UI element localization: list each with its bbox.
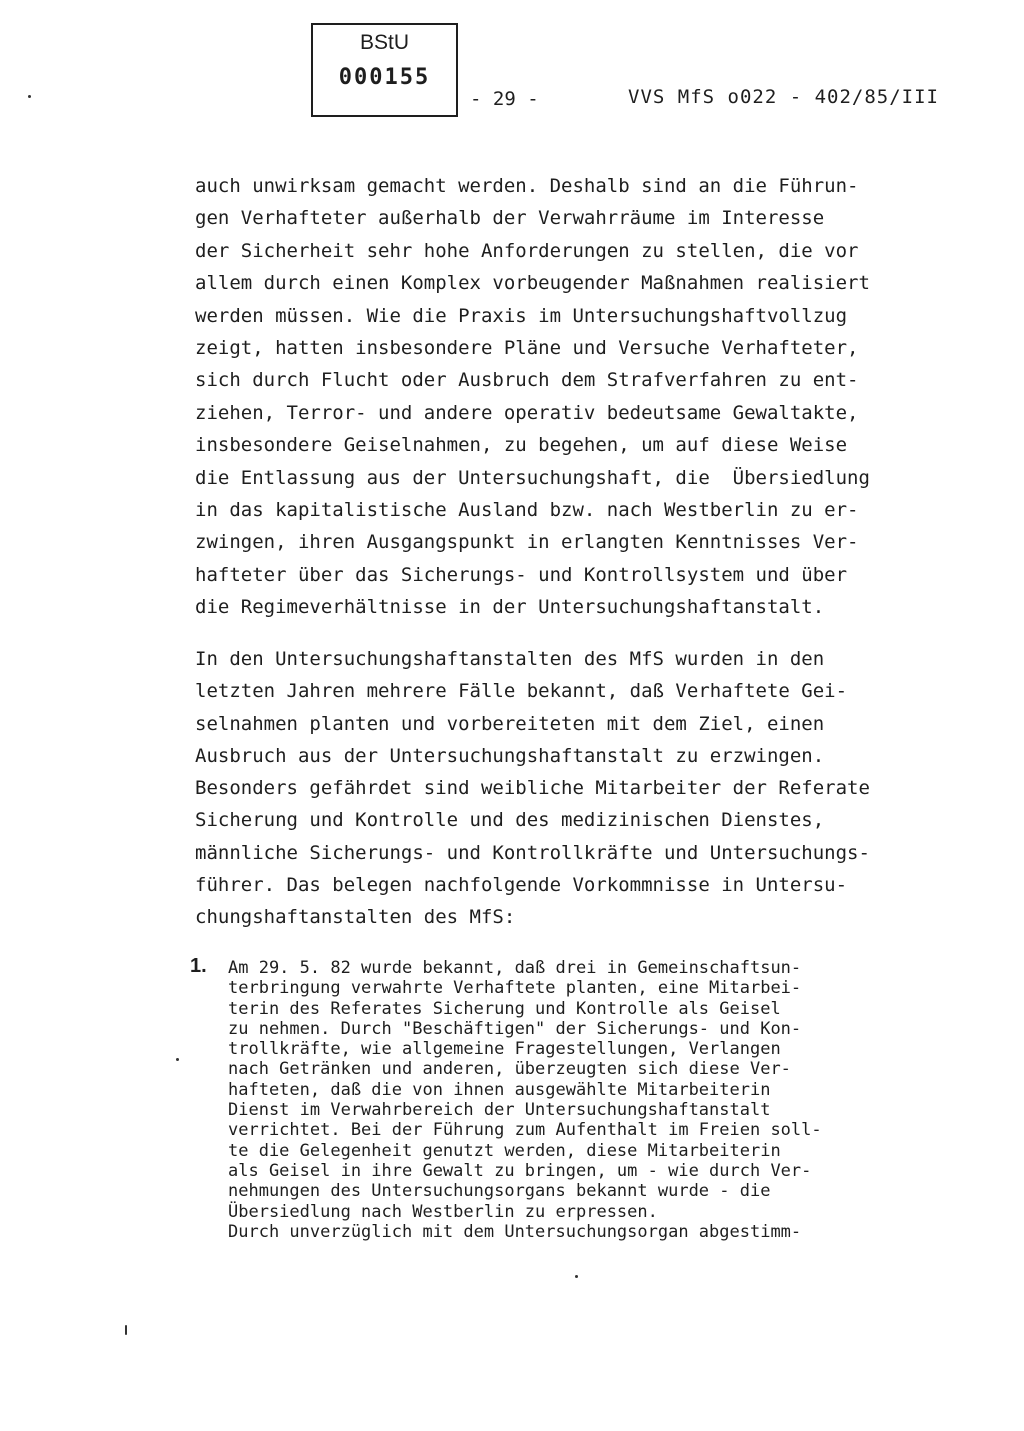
text-line: terin des Referates Sicherung und Kontrolle als Geisel	[228, 998, 781, 1019]
text-line: Am 29. 5. 82 wurde bekannt, daß drei in Gemeinschaftsun-	[228, 958, 802, 978]
list-item-text	[228, 958, 968, 1242]
text-line: zeigt, hatten insbesondere Pläne und Versuche Verhafteter,	[195, 336, 859, 359]
text-line: terbringung verwahrte Verhaftete planten, eine Mitarbei-	[228, 978, 802, 999]
text-line: werden müssen. Wie die Praxis im Untersuchungshaftvollzug	[195, 304, 848, 327]
text-line: der Sicherheit sehr hohe Anforderungen zu stellen, die vor	[195, 239, 859, 262]
text-line: die Regimeverhältnisse in der Untersuchungshaftanstalt.	[195, 596, 825, 619]
text-line: insbesondere Geiselnahmen, zu begehen, um auf diese Weise	[195, 434, 848, 457]
text-line: führer. Das belegen nachfolgende Vorkommnisse in Untersu-	[195, 874, 848, 897]
paragraph-1	[195, 170, 955, 623]
text-line: zu nehmen. Durch "Beschäftigen" der Sicherungs- und Kon-	[228, 1018, 802, 1039]
text-line: letzten Jahren mehrere Fälle bekannt, daß Verhaftete Gei-	[195, 680, 848, 703]
text-line: als Geisel in ihre Gewalt zu bringen, um - wie durch Ver-	[228, 1160, 812, 1181]
scan-speck	[125, 1325, 127, 1335]
text-line: Dienst im Verwahrbereich der Untersuchungshaftanstalt	[228, 1100, 771, 1121]
text-line: Durch unverzüglich mit dem Untersuchungsorgan abgestimm-	[228, 1221, 802, 1242]
text-line: in das kapitalistische Ausland bzw. nach Westberlin zu er-	[195, 498, 859, 521]
stamp-label: BStU	[359, 31, 409, 54]
text-line: selnahmen planten und vorbereiteten mit dem Ziel, einen	[195, 712, 825, 735]
text-line: allem durch einen Komplex vorbeugender Maßnahmen realisiert	[195, 272, 870, 295]
text-line: verrichtet. Bei der Führung zum Aufenthalt im Freien soll-	[228, 1120, 822, 1141]
text-line: die Entlassung aus der Untersuchungshaft, die Übersiedlung	[195, 466, 870, 489]
text-line: hafteten, daß die von ihnen ausgewählte Mitarbeiterin	[228, 1079, 771, 1100]
scan-speck	[575, 1275, 578, 1278]
archive-stamp	[311, 23, 458, 117]
scan-speck	[176, 1058, 179, 1061]
list-item-number: 1.	[190, 955, 207, 977]
scan-speck	[28, 95, 31, 98]
page-number: - 29 -	[470, 88, 539, 110]
paragraph-2	[195, 643, 955, 934]
text-line: hafteter über das Sicherungs- und Kontrollsystem und über	[195, 563, 848, 586]
text-line: zwingen, ihren Ausgangspunkt in erlangten Kenntnisses Ver-	[195, 531, 859, 554]
text-line: nehmungen des Untersuchungsorgans bekannt wurde - die	[228, 1181, 771, 1202]
text-line: trollkräfte, wie allgemeine Fragestellungen, Verlangen	[228, 1039, 781, 1060]
text-line: te die Gelegenheit genutzt werden, diese Mitarbeiterin	[228, 1140, 781, 1161]
text-line: In den Untersuchungshaftanstalten des MfS wurden in den	[195, 648, 825, 670]
text-line: ziehen, Terror- und andere operativ bedeutsame Gewaltakte,	[195, 401, 859, 424]
stamp-number: 000155	[338, 65, 431, 90]
text-line: Besonders gefährdet sind weibliche Mitarbeiter der Referate	[195, 777, 870, 800]
text-line: gen Verhafteter außerhalb der Verwahrräume im Interesse	[195, 207, 825, 230]
text-line: Ausbruch aus der Untersuchungshaftanstalt zu erzwingen.	[195, 744, 825, 767]
text-line: auch unwirksam gemacht werden. Deshalb sind an die Führun-	[195, 175, 859, 197]
document-reference: VVS MfS o022 - 402/85/III	[628, 86, 939, 108]
text-line: nach Getränken und anderen, überzeugten sich diese Ver-	[228, 1059, 791, 1080]
text-line: chungshaftanstalten des MfS:	[195, 906, 516, 929]
text-line: sich durch Flucht oder Ausbruch dem Strafverfahren zu ent-	[195, 369, 859, 392]
text-line: männliche Sicherungs- und Kontrollkräfte und Untersuchungs-	[195, 841, 870, 864]
text-line: Übersiedlung nach Westberlin zu erpressen.	[228, 1201, 658, 1222]
text-line: Sicherung und Kontrolle und des medizinischen Dienstes,	[195, 809, 825, 832]
